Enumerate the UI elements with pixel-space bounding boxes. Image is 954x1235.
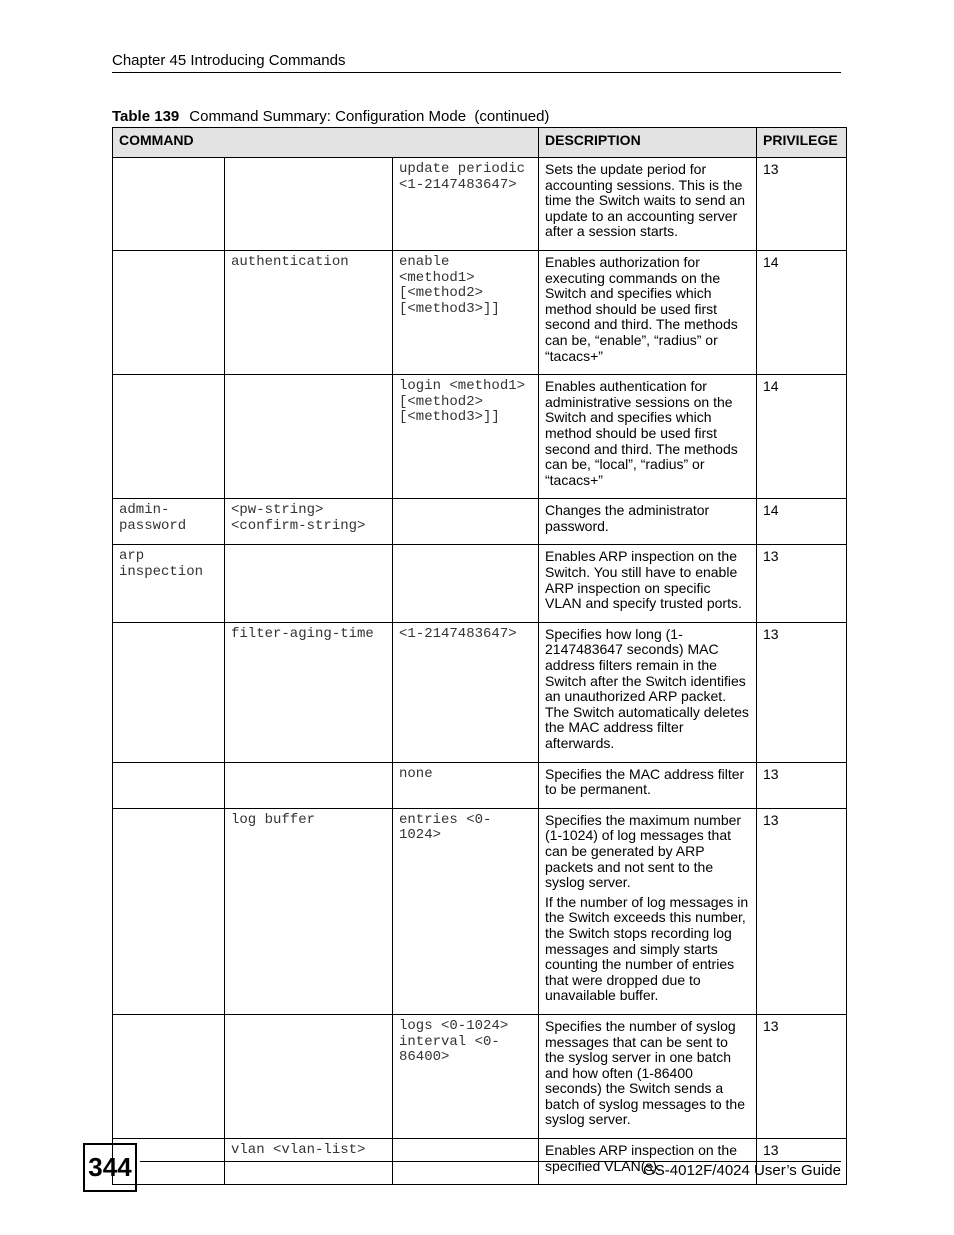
table-caption-label: Table 139 xyxy=(112,108,180,125)
description-cell xyxy=(539,158,757,251)
column-header-privilege: PRIVILEGE xyxy=(757,128,847,158)
command-summary-table xyxy=(112,127,847,1185)
description-cell xyxy=(539,375,757,499)
description-paragraph: Specifies the maximum number (1-1024) of log messages that can be generated by ARP packets and not sent to the syslog server. xyxy=(545,811,742,891)
command-part-3: update periodic <1-2147483647> xyxy=(393,158,539,251)
command-part-3: logs <0-1024> interval <0- 86400> xyxy=(393,1014,539,1138)
command-part-1 xyxy=(113,808,225,1014)
table-row xyxy=(113,375,847,499)
page-number: 344 xyxy=(83,1143,137,1192)
command-part-2: filter-aging-time xyxy=(225,622,393,762)
table-row xyxy=(113,762,847,808)
command-part-3 xyxy=(393,545,539,622)
command-part-2 xyxy=(225,375,393,499)
description-paragraph: Enables authorization for executing commands on the Switch and specifies which method should be used first second and third. The methods can be, “enable”, “radius” or “tacacs+” xyxy=(545,253,738,364)
description-cell xyxy=(539,1014,757,1138)
command-part-3: none xyxy=(393,762,539,808)
description-paragraph: Enables ARP inspection on the Switch. You still have to enable ARP inspection on specific VLAN and specify trusted ports. xyxy=(545,548,742,612)
command-part-1: admin- password xyxy=(113,499,225,545)
description-paragraph: Specifies the MAC address filter to be permanent. xyxy=(545,765,745,798)
table-row xyxy=(113,250,847,374)
description-paragraph: Enables ARP inspection on the specified VLAN(s). xyxy=(545,1142,737,1174)
privilege-cell: 13 xyxy=(757,158,847,251)
command-part-1: arp inspection xyxy=(113,545,225,622)
table-row xyxy=(113,1014,847,1138)
command-part-3 xyxy=(393,499,539,545)
privilege-cell: 14 xyxy=(757,375,847,499)
privilege-cell: 13 xyxy=(757,808,847,1014)
command-part-1 xyxy=(113,158,225,251)
guide-title: GS-4012F/4024 User’s Guide xyxy=(643,1162,841,1179)
description-cell xyxy=(539,499,757,545)
privilege-cell: 14 xyxy=(757,499,847,545)
description-cell xyxy=(539,808,757,1014)
privilege-cell: 14 xyxy=(757,250,847,374)
command-part-2: log buffer xyxy=(225,808,393,1014)
column-header-description: DESCRIPTION xyxy=(539,128,757,158)
table-row xyxy=(113,622,847,762)
command-part-3: entries <0- 1024> xyxy=(393,808,539,1014)
description-paragraph: Changes the administrator password. xyxy=(545,502,710,534)
command-part-1 xyxy=(113,762,225,808)
privilege-cell: 13 xyxy=(757,545,847,622)
description-paragraph: Specifies the number of syslog messages that can be sent to the syslog server in one batch and how often (1-86400 seconds) the Switch sends a batch of syslog messages to the syslog server. xyxy=(545,1017,745,1128)
description-paragraph: If the number of log messages in the Switch exceeds this number, the Switch stops recording log messages and simply starts counting the number of entries that were dropped due to unavailable buffer. xyxy=(545,893,749,1004)
privilege-cell: 13 xyxy=(757,1139,847,1185)
description-cell xyxy=(539,250,757,374)
table-caption xyxy=(112,108,549,126)
privilege-cell: 13 xyxy=(757,622,847,762)
command-part-1 xyxy=(113,1014,225,1138)
command-part-2 xyxy=(225,762,393,808)
command-part-3: enable <method1> [<method2> [<method3>]] xyxy=(393,250,539,374)
table-row xyxy=(113,158,847,251)
command-part-2: <pw-string> <confirm-string> xyxy=(225,499,393,545)
description-paragraph: Enables authentication for administrative sessions on the Switch and specifies which method should be used first second and third. The methods can be, “local”, “radius” or “tacacs+” xyxy=(545,378,738,488)
table-row xyxy=(113,499,847,545)
command-part-2: vlan <vlan-list> xyxy=(225,1139,393,1185)
description-cell xyxy=(539,762,757,808)
table-caption-title: Command Summary: Configuration Mode (continued) xyxy=(189,108,550,125)
description-cell xyxy=(539,622,757,762)
command-part-2 xyxy=(225,545,393,622)
command-part-2 xyxy=(225,1014,393,1138)
privilege-cell: 13 xyxy=(757,1014,847,1138)
privilege-cell: 13 xyxy=(757,762,847,808)
command-part-1 xyxy=(113,622,225,762)
command-part-1 xyxy=(113,375,225,499)
table-row xyxy=(113,545,847,622)
command-part-1 xyxy=(113,250,225,374)
command-part-3: login <method1> [<method2> [<method3>]] xyxy=(393,375,539,499)
chapter-header: Chapter 45 Introducing Commands xyxy=(112,52,841,73)
table-row xyxy=(113,808,847,1014)
command-part-2: authentication xyxy=(225,250,393,374)
description-paragraph: Specifies how long (1-2147483647 seconds) MAC address filters remain in the Switch after the Switch identifies an unauthorized ARP packet. The Switch automatically deletes the MAC address filter afterwards. xyxy=(545,625,749,751)
table-header-row xyxy=(113,128,847,158)
description-paragraph: Sets the update period for accounting sessions. This is the time the Switch waits to send an update to an accounting server after a session starts. xyxy=(545,161,745,240)
column-header-command: COMMAND xyxy=(113,128,539,158)
command-part-3: <1-2147483647> xyxy=(393,622,539,762)
description-cell xyxy=(539,545,757,622)
command-part-2 xyxy=(225,158,393,251)
